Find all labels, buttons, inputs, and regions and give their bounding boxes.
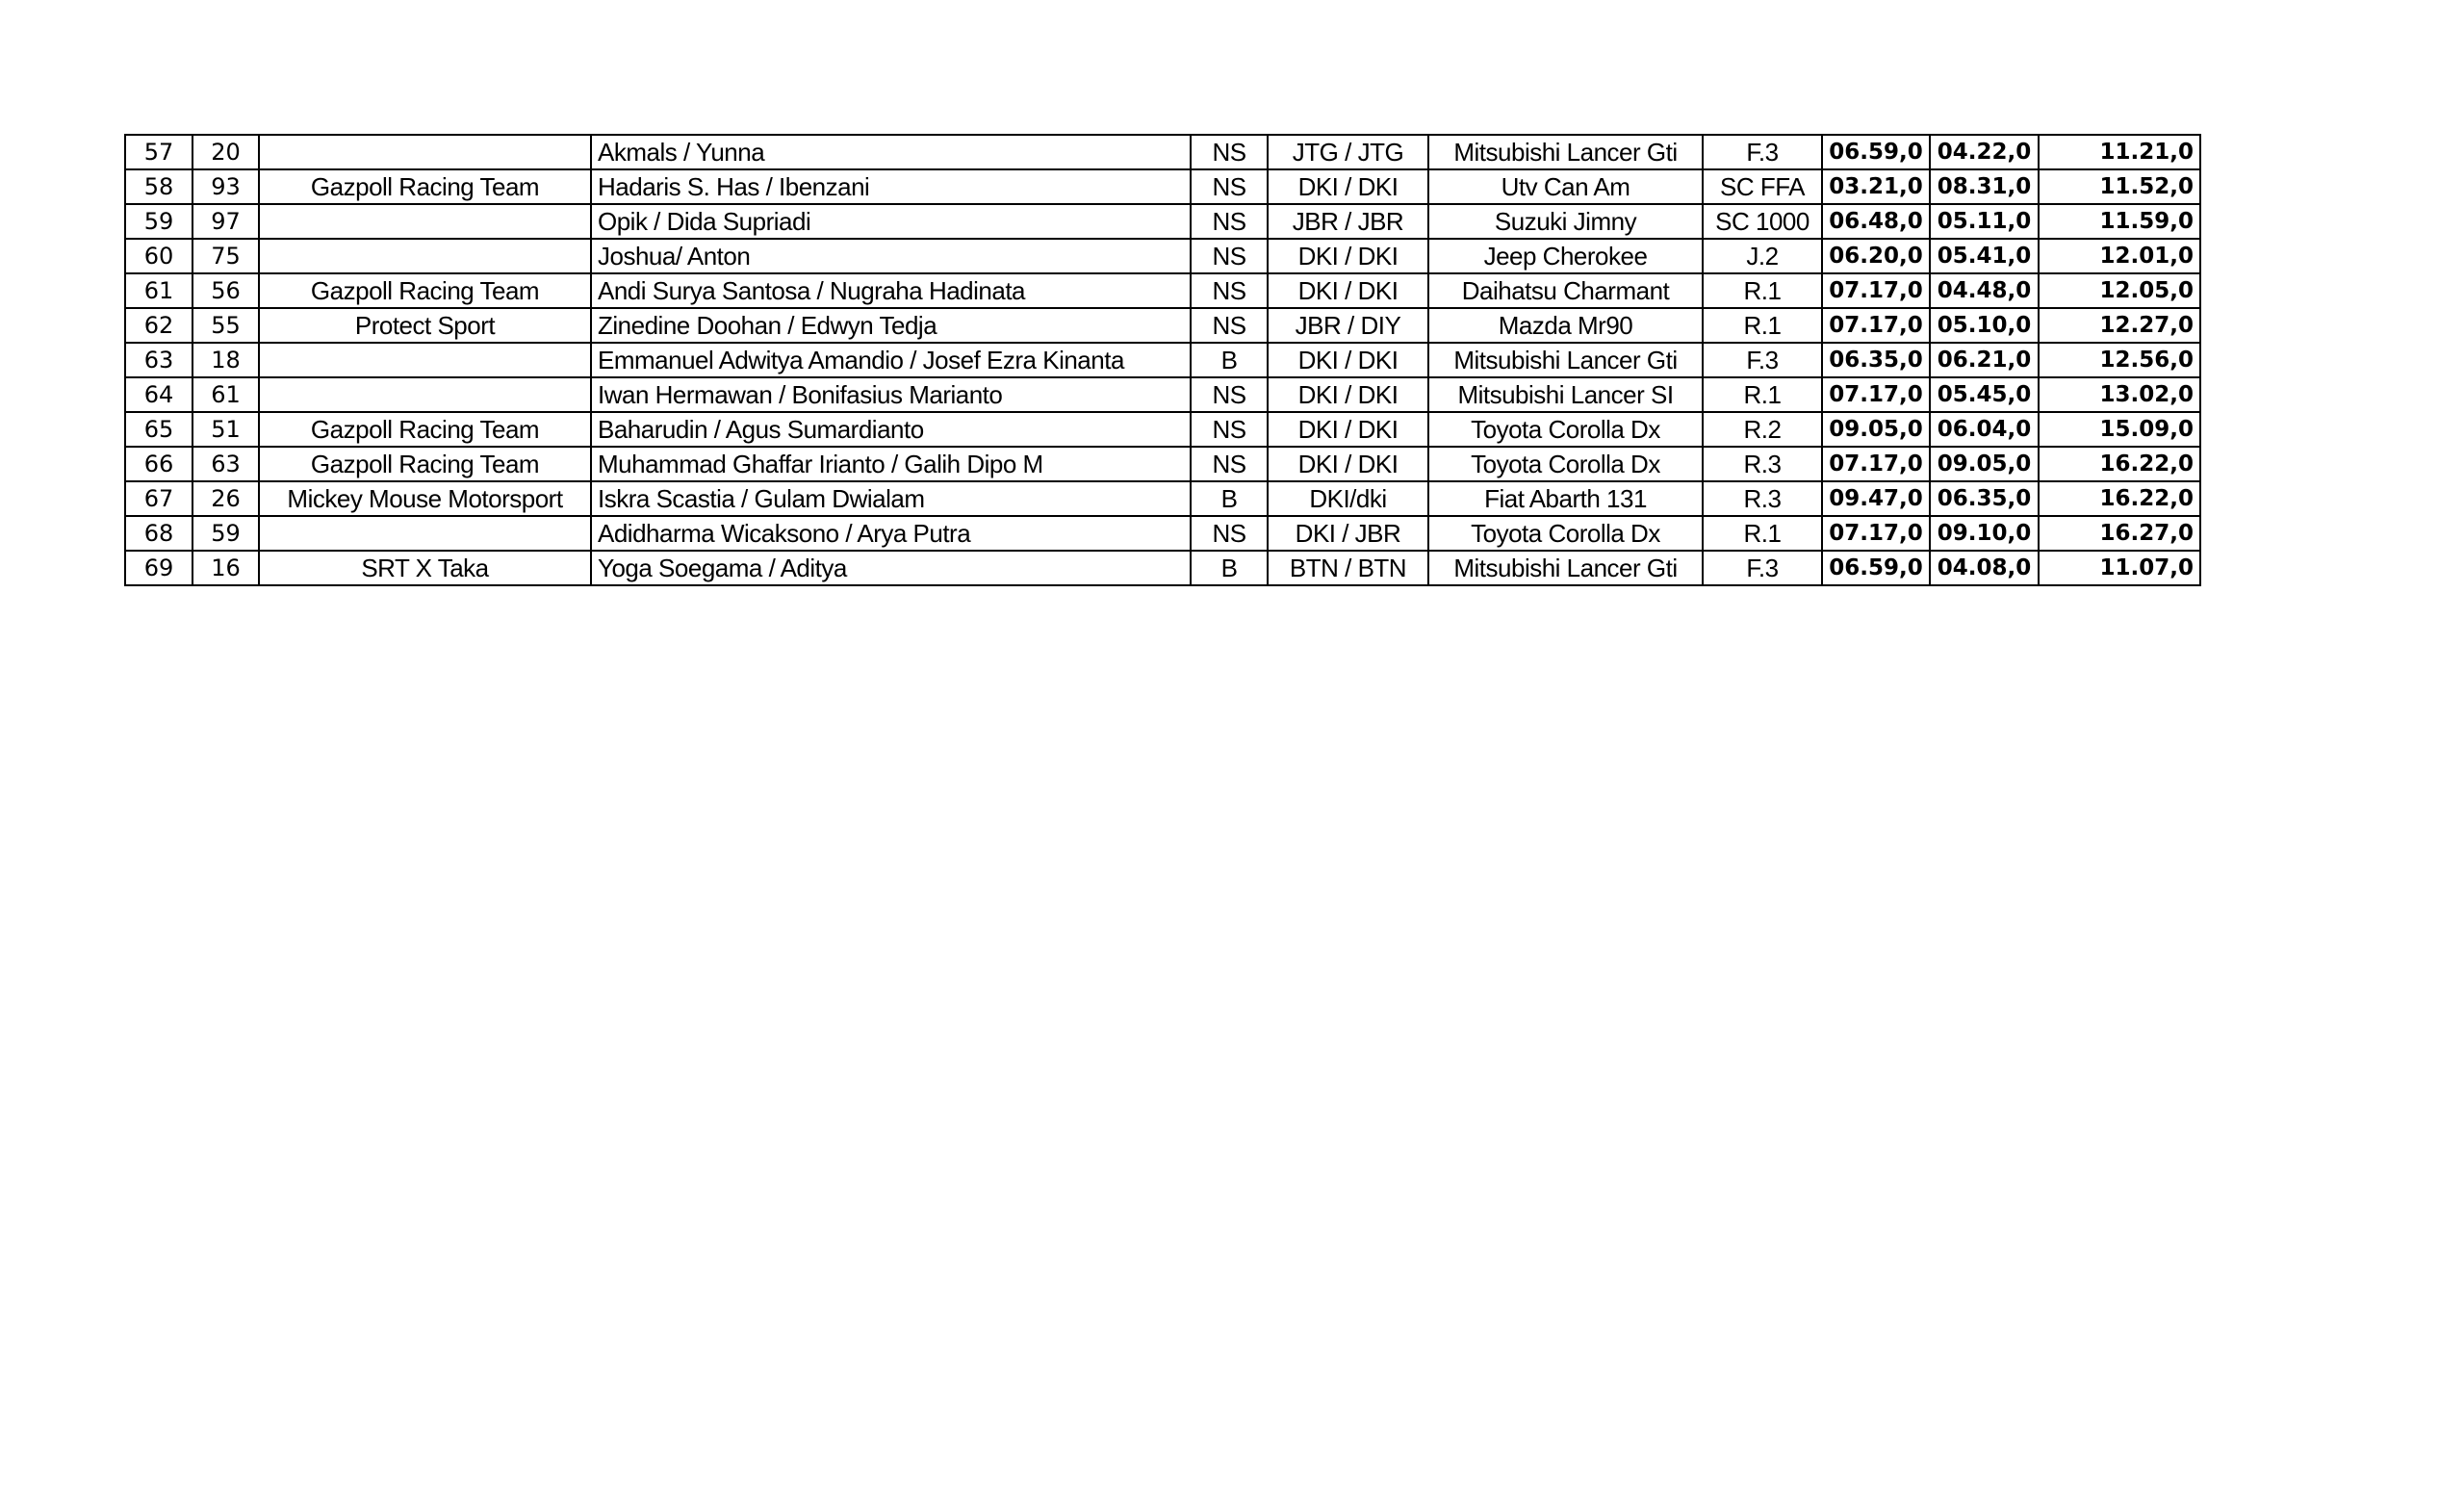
status-cell: B xyxy=(1191,481,1268,516)
position-cell: 67 xyxy=(125,481,192,516)
class-cell: F.3 xyxy=(1703,343,1822,377)
origin-cell: JTG / JTG xyxy=(1268,135,1428,169)
table-row xyxy=(125,204,2200,239)
crew-cell: Hadaris S. Has / Ibenzani xyxy=(591,169,1191,204)
table-row xyxy=(125,273,2200,308)
origin-cell: DKI / DKI xyxy=(1268,273,1428,308)
time-2-cell: 06.35,0 xyxy=(1930,481,2039,516)
status-cell: NS xyxy=(1191,308,1268,343)
class-cell: F.3 xyxy=(1703,135,1822,169)
position-cell: 60 xyxy=(125,239,192,273)
time-1-cell: 06.59,0 xyxy=(1822,135,1930,169)
class-cell: R.1 xyxy=(1703,308,1822,343)
time-2-cell: 05.41,0 xyxy=(1930,239,2039,273)
status-cell: NS xyxy=(1191,377,1268,412)
team-cell xyxy=(259,343,591,377)
position-cell: 68 xyxy=(125,516,192,551)
team-cell: Protect Sport xyxy=(259,308,591,343)
status-cell: NS xyxy=(1191,447,1268,481)
car-model-cell: Mitsubishi Lancer SI xyxy=(1428,377,1703,412)
total-time-cell: 11.21,0 xyxy=(2039,135,2200,169)
origin-cell: JBR / DIY xyxy=(1268,308,1428,343)
car-number-cell: 61 xyxy=(192,377,259,412)
table-row xyxy=(125,516,2200,551)
time-1-cell: 03.21,0 xyxy=(1822,169,1930,204)
car-model-cell: Toyota Corolla Dx xyxy=(1428,412,1703,447)
origin-cell: BTN / BTN xyxy=(1268,551,1428,585)
class-cell: R.3 xyxy=(1703,447,1822,481)
car-model-cell: Toyota Corolla Dx xyxy=(1428,516,1703,551)
crew-cell: Iwan Hermawan / Bonifasius Marianto xyxy=(591,377,1191,412)
class-cell: R.3 xyxy=(1703,481,1822,516)
total-time-cell: 13.02,0 xyxy=(2039,377,2200,412)
team-cell: Gazpoll Racing Team xyxy=(259,447,591,481)
time-1-cell: 06.35,0 xyxy=(1822,343,1930,377)
time-2-cell: 04.08,0 xyxy=(1930,551,2039,585)
team-cell xyxy=(259,377,591,412)
position-cell: 62 xyxy=(125,308,192,343)
table-row xyxy=(125,135,2200,169)
time-2-cell: 04.48,0 xyxy=(1930,273,2039,308)
team-cell: Mickey Mouse Motorsport xyxy=(259,481,591,516)
team-cell xyxy=(259,135,591,169)
origin-cell: DKI / DKI xyxy=(1268,447,1428,481)
team-cell xyxy=(259,516,591,551)
total-time-cell: 16.22,0 xyxy=(2039,447,2200,481)
car-model-cell: Mitsubishi Lancer Gti xyxy=(1428,551,1703,585)
time-1-cell: 07.17,0 xyxy=(1822,308,1930,343)
status-cell: NS xyxy=(1191,516,1268,551)
crew-cell: Adidharma Wicaksono / Arya Putra xyxy=(591,516,1191,551)
origin-cell: DKI / DKI xyxy=(1268,343,1428,377)
time-1-cell: 06.20,0 xyxy=(1822,239,1930,273)
time-2-cell: 09.10,0 xyxy=(1930,516,2039,551)
status-cell: NS xyxy=(1191,204,1268,239)
status-cell: NS xyxy=(1191,135,1268,169)
origin-cell: DKI / DKI xyxy=(1268,412,1428,447)
time-1-cell: 07.17,0 xyxy=(1822,447,1930,481)
team-cell xyxy=(259,204,591,239)
car-model-cell: Mitsubishi Lancer Gti xyxy=(1428,135,1703,169)
total-time-cell: 12.05,0 xyxy=(2039,273,2200,308)
origin-cell: DKI / DKI xyxy=(1268,239,1428,273)
table-row xyxy=(125,239,2200,273)
total-time-cell: 16.22,0 xyxy=(2039,481,2200,516)
car-model-cell: Toyota Corolla Dx xyxy=(1428,447,1703,481)
time-2-cell: 06.04,0 xyxy=(1930,412,2039,447)
team-cell: SRT X Taka xyxy=(259,551,591,585)
time-2-cell: 05.11,0 xyxy=(1930,204,2039,239)
time-2-cell: 08.31,0 xyxy=(1930,169,2039,204)
team-cell xyxy=(259,239,591,273)
crew-cell: Joshua/ Anton xyxy=(591,239,1191,273)
position-cell: 64 xyxy=(125,377,192,412)
time-1-cell: 06.48,0 xyxy=(1822,204,1930,239)
total-time-cell: 12.56,0 xyxy=(2039,343,2200,377)
team-cell: Gazpoll Racing Team xyxy=(259,273,591,308)
crew-cell: Akmals / Yunna xyxy=(591,135,1191,169)
crew-cell: Zinedine Doohan / Edwyn Tedja xyxy=(591,308,1191,343)
time-2-cell: 04.22,0 xyxy=(1930,135,2039,169)
time-2-cell: 06.21,0 xyxy=(1930,343,2039,377)
crew-cell: Yoga Soegama / Aditya xyxy=(591,551,1191,585)
status-cell: NS xyxy=(1191,239,1268,273)
table-row xyxy=(125,551,2200,585)
crew-cell: Opik / Dida Supriadi xyxy=(591,204,1191,239)
status-cell: B xyxy=(1191,551,1268,585)
crew-cell: Andi Surya Santosa / Nugraha Hadinata xyxy=(591,273,1191,308)
car-number-cell: 20 xyxy=(192,135,259,169)
table-row xyxy=(125,481,2200,516)
table-row xyxy=(125,343,2200,377)
time-2-cell: 09.05,0 xyxy=(1930,447,2039,481)
team-cell: Gazpoll Racing Team xyxy=(259,169,591,204)
status-cell: NS xyxy=(1191,412,1268,447)
car-number-cell: 18 xyxy=(192,343,259,377)
time-1-cell: 07.17,0 xyxy=(1822,516,1930,551)
car-number-cell: 16 xyxy=(192,551,259,585)
position-cell: 66 xyxy=(125,447,192,481)
total-time-cell: 12.01,0 xyxy=(2039,239,2200,273)
time-2-cell: 05.45,0 xyxy=(1930,377,2039,412)
car-model-cell: Fiat Abarth 131 xyxy=(1428,481,1703,516)
car-model-cell: Daihatsu Charmant xyxy=(1428,273,1703,308)
table-row xyxy=(125,377,2200,412)
class-cell: R.2 xyxy=(1703,412,1822,447)
position-cell: 59 xyxy=(125,204,192,239)
class-cell: J.2 xyxy=(1703,239,1822,273)
origin-cell: DKI/dki xyxy=(1268,481,1428,516)
class-cell: SC 1000 xyxy=(1703,204,1822,239)
crew-cell: Emmanuel Adwitya Amandio / Josef Ezra Kinanta xyxy=(591,343,1191,377)
crew-cell: Muhammad Ghaffar Irianto / Galih Dipo M xyxy=(591,447,1191,481)
class-cell: R.1 xyxy=(1703,273,1822,308)
origin-cell: DKI / DKI xyxy=(1268,169,1428,204)
time-2-cell: 05.10,0 xyxy=(1930,308,2039,343)
car-number-cell: 93 xyxy=(192,169,259,204)
crew-cell: Baharudin / Agus Sumardianto xyxy=(591,412,1191,447)
car-number-cell: 55 xyxy=(192,308,259,343)
table-row xyxy=(125,447,2200,481)
position-cell: 69 xyxy=(125,551,192,585)
car-number-cell: 75 xyxy=(192,239,259,273)
position-cell: 58 xyxy=(125,169,192,204)
car-model-cell: Suzuki Jimny xyxy=(1428,204,1703,239)
car-number-cell: 97 xyxy=(192,204,259,239)
time-1-cell: 07.17,0 xyxy=(1822,377,1930,412)
origin-cell: DKI / JBR xyxy=(1268,516,1428,551)
car-number-cell: 59 xyxy=(192,516,259,551)
total-time-cell: 11.59,0 xyxy=(2039,204,2200,239)
class-cell: R.1 xyxy=(1703,377,1822,412)
time-1-cell: 09.47,0 xyxy=(1822,481,1930,516)
total-time-cell: 12.27,0 xyxy=(2039,308,2200,343)
position-cell: 61 xyxy=(125,273,192,308)
car-number-cell: 63 xyxy=(192,447,259,481)
time-1-cell: 09.05,0 xyxy=(1822,412,1930,447)
total-time-cell: 11.52,0 xyxy=(2039,169,2200,204)
crew-cell: Iskra Scastia / Gulam Dwialam xyxy=(591,481,1191,516)
team-cell: Gazpoll Racing Team xyxy=(259,412,591,447)
results-body xyxy=(125,135,2200,585)
status-cell: B xyxy=(1191,343,1268,377)
table-row xyxy=(125,412,2200,447)
car-number-cell: 56 xyxy=(192,273,259,308)
position-cell: 63 xyxy=(125,343,192,377)
table-row xyxy=(125,308,2200,343)
car-number-cell: 26 xyxy=(192,481,259,516)
origin-cell: DKI / DKI xyxy=(1268,377,1428,412)
class-cell: F.3 xyxy=(1703,551,1822,585)
car-model-cell: Utv Can Am xyxy=(1428,169,1703,204)
car-model-cell: Mazda Mr90 xyxy=(1428,308,1703,343)
position-cell: 65 xyxy=(125,412,192,447)
class-cell: SC FFA xyxy=(1703,169,1822,204)
status-cell: NS xyxy=(1191,169,1268,204)
position-cell: 57 xyxy=(125,135,192,169)
time-1-cell: 07.17,0 xyxy=(1822,273,1930,308)
class-cell: R.1 xyxy=(1703,516,1822,551)
total-time-cell: 16.27,0 xyxy=(2039,516,2200,551)
car-model-cell: Mitsubishi Lancer Gti xyxy=(1428,343,1703,377)
time-1-cell: 06.59,0 xyxy=(1822,551,1930,585)
status-cell: NS xyxy=(1191,273,1268,308)
total-time-cell: 15.09,0 xyxy=(2039,412,2200,447)
origin-cell: JBR / JBR xyxy=(1268,204,1428,239)
car-number-cell: 51 xyxy=(192,412,259,447)
table-row xyxy=(125,169,2200,204)
car-model-cell: Jeep Cherokee xyxy=(1428,239,1703,273)
total-time-cell: 11.07,0 xyxy=(2039,551,2200,585)
results-table xyxy=(124,134,2201,586)
